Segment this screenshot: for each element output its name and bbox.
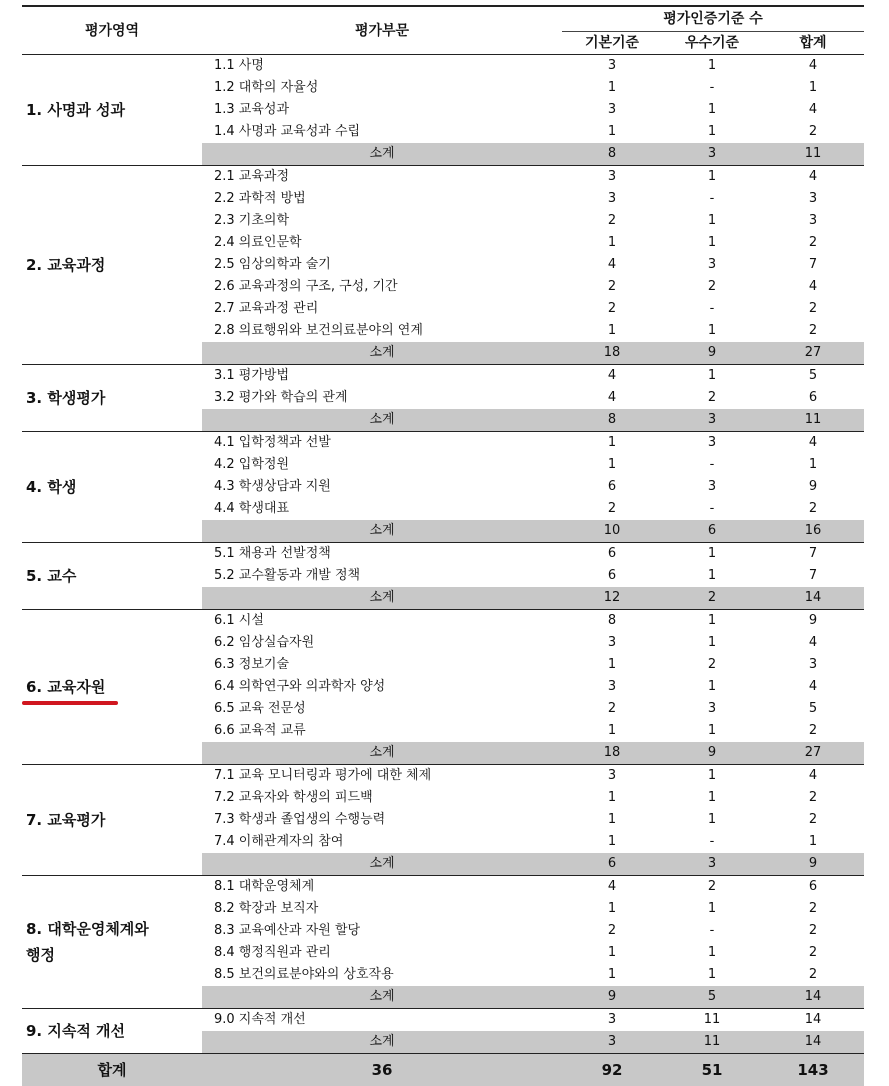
subtotal-basic: 12 <box>562 587 662 610</box>
basic-count: 3 <box>562 1009 662 1032</box>
section-name: 2.6 교육과정의 구조, 구성, 기간 <box>202 276 562 298</box>
basic-count: 1 <box>562 831 662 853</box>
subtotal-total: 11 <box>762 409 864 432</box>
section-name: 2.4 의료인문학 <box>202 232 562 254</box>
basic-count: 1 <box>562 77 662 99</box>
area-name <box>22 543 202 610</box>
section-name: 8.1 대학운영체계 <box>202 876 562 899</box>
excellent-count: 11 <box>662 1009 762 1032</box>
excellent-count: 2 <box>662 387 762 409</box>
section-name: 8.5 보건의료분야와의 상호작용 <box>202 964 562 986</box>
grand-total-row <box>22 1054 864 1086</box>
section-name: 3.1 평가방법 <box>202 365 562 388</box>
excellent-count: - <box>662 77 762 99</box>
section-name: 1.1 사명 <box>202 55 562 78</box>
section-name: 7.1 교육 모니터링과 평가에 대한 체제 <box>202 765 562 788</box>
total-count: 7 <box>762 565 864 587</box>
grand-total-sections: 36 <box>202 1054 562 1086</box>
section-name: 8.2 학장과 보직자 <box>202 898 562 920</box>
total-count: 4 <box>762 432 864 455</box>
subtotal-excellent: 3 <box>662 409 762 432</box>
total-count: 9 <box>762 610 864 633</box>
subtotal-basic: 18 <box>562 742 662 765</box>
total-count: 2 <box>762 720 864 742</box>
subtotal-total: 9 <box>762 853 864 876</box>
basic-count: 1 <box>562 454 662 476</box>
table-row <box>22 55 864 78</box>
section-name: 7.4 이해관계자의 참여 <box>202 831 562 853</box>
subtotal-basic: 8 <box>562 143 662 166</box>
subtotal-basic: 9 <box>562 986 662 1009</box>
excellent-count: 1 <box>662 99 762 121</box>
section-name: 6.1 시설 <box>202 610 562 633</box>
area-name <box>22 55 202 166</box>
excellent-count: 2 <box>662 654 762 676</box>
subtotal-basic: 18 <box>562 342 662 365</box>
basic-count: 3 <box>562 188 662 210</box>
excellent-count: 1 <box>662 720 762 742</box>
table-row <box>22 166 864 189</box>
table-row <box>22 543 864 566</box>
subtotal-basic: 8 <box>562 409 662 432</box>
total-count: 2 <box>762 787 864 809</box>
grand-total-basic: 92 <box>562 1054 662 1086</box>
total-count: 14 <box>762 1009 864 1032</box>
area-name <box>22 166 202 365</box>
subtotal-label: 소계 <box>202 143 562 166</box>
excellent-count: 1 <box>662 676 762 698</box>
total-count: 2 <box>762 121 864 143</box>
basic-count: 2 <box>562 210 662 232</box>
subtotal-excellent: 11 <box>662 1031 762 1054</box>
subtotal-total: 16 <box>762 520 864 543</box>
section-name: 4.4 학생대표 <box>202 498 562 520</box>
area-name <box>22 876 202 1009</box>
excellent-count: 3 <box>662 698 762 720</box>
highlight-underline <box>22 701 118 705</box>
table-row <box>22 432 864 455</box>
excellent-count: 2 <box>662 876 762 899</box>
total-count: 5 <box>762 365 864 388</box>
excellent-count: 1 <box>662 964 762 986</box>
area-name-line: 3. 학생평가 <box>26 385 202 411</box>
subtotal-excellent: 3 <box>662 853 762 876</box>
basic-count: 1 <box>562 942 662 964</box>
header-area: 평가영역 <box>22 6 202 55</box>
section-name: 5.1 채용과 선발정책 <box>202 543 562 566</box>
excellent-count: 1 <box>662 942 762 964</box>
subtotal-excellent: 9 <box>662 342 762 365</box>
subtotal-total: 11 <box>762 143 864 166</box>
total-count: 7 <box>762 543 864 566</box>
area-name-line: 4. 학생 <box>26 474 202 500</box>
excellent-count: - <box>662 188 762 210</box>
section-name: 5.2 교수활동과 개발 정책 <box>202 565 562 587</box>
subtotal-basic: 3 <box>562 1031 662 1054</box>
excellent-count: - <box>662 498 762 520</box>
basic-count: 2 <box>562 498 662 520</box>
basic-count: 4 <box>562 876 662 899</box>
grand-total-label: 합계 <box>22 1054 202 1086</box>
subtotal-excellent: 5 <box>662 986 762 1009</box>
section-name: 8.3 교육예산과 자원 할당 <box>202 920 562 942</box>
section-name: 2.2 과학적 방법 <box>202 188 562 210</box>
area-name <box>22 765 202 876</box>
section-name: 4.3 학생상담과 지원 <box>202 476 562 498</box>
excellent-count: 1 <box>662 210 762 232</box>
basic-count: 1 <box>562 232 662 254</box>
total-count: 5 <box>762 698 864 720</box>
section-name: 1.2 대학의 자율성 <box>202 77 562 99</box>
total-count: 4 <box>762 765 864 788</box>
section-name: 6.6 교육적 교류 <box>202 720 562 742</box>
total-count: 4 <box>762 676 864 698</box>
header-standards-count: 평가인증기준 수 <box>562 6 864 32</box>
section-name: 2.8 의료행위와 보건의료분야의 연계 <box>202 320 562 342</box>
total-count: 1 <box>762 454 864 476</box>
area-name-line: 9. 지속적 개선 <box>26 1018 202 1044</box>
section-name: 1.4 사명과 교육성과 수립 <box>202 121 562 143</box>
basic-count: 1 <box>562 787 662 809</box>
basic-count: 6 <box>562 543 662 566</box>
basic-count: 2 <box>562 276 662 298</box>
excellent-count: 1 <box>662 121 762 143</box>
subtotal-total: 14 <box>762 1031 864 1054</box>
basic-count: 1 <box>562 432 662 455</box>
excellent-count: 2 <box>662 276 762 298</box>
subtotal-excellent: 9 <box>662 742 762 765</box>
table-row <box>22 765 864 788</box>
subtotal-excellent: 3 <box>662 143 762 166</box>
area-name <box>22 610 202 765</box>
total-count: 2 <box>762 920 864 942</box>
subtotal-label: 소계 <box>202 986 562 1009</box>
basic-count: 6 <box>562 565 662 587</box>
basic-count: 1 <box>562 320 662 342</box>
grand-total-excellent: 51 <box>662 1054 762 1086</box>
total-count: 4 <box>762 166 864 189</box>
subtotal-total: 27 <box>762 742 864 765</box>
basic-count: 1 <box>562 898 662 920</box>
basic-count: 2 <box>562 920 662 942</box>
subtotal-label: 소계 <box>202 409 562 432</box>
basic-count: 4 <box>562 387 662 409</box>
section-name: 1.3 교육성과 <box>202 99 562 121</box>
table-row <box>22 876 864 899</box>
subtotal-basic: 6 <box>562 853 662 876</box>
basic-count: 1 <box>562 121 662 143</box>
total-count: 6 <box>762 387 864 409</box>
table-row <box>22 365 864 388</box>
area-name-line: 2. 교육과정 <box>26 252 202 278</box>
total-count: 7 <box>762 254 864 276</box>
basic-count: 2 <box>562 298 662 320</box>
excellent-count: 1 <box>662 543 762 566</box>
subtotal-total: 14 <box>762 986 864 1009</box>
section-name: 2.3 기초의학 <box>202 210 562 232</box>
standards-table <box>22 5 864 1086</box>
subtotal-label: 소계 <box>202 520 562 543</box>
table-row <box>22 610 864 633</box>
area-name-line: 6. 교육자원 <box>26 674 202 700</box>
header-section: 평가부문 <box>202 6 562 55</box>
basic-count: 3 <box>562 676 662 698</box>
subtotal-excellent: 2 <box>662 587 762 610</box>
excellent-count: 1 <box>662 898 762 920</box>
total-count: 1 <box>762 77 864 99</box>
total-count: 3 <box>762 188 864 210</box>
excellent-count: 1 <box>662 232 762 254</box>
total-count: 2 <box>762 298 864 320</box>
excellent-count: 1 <box>662 787 762 809</box>
subtotal-label: 소계 <box>202 742 562 765</box>
basic-count: 8 <box>562 610 662 633</box>
excellent-count: 1 <box>662 632 762 654</box>
subtotal-label: 소계 <box>202 853 562 876</box>
basic-count: 3 <box>562 55 662 78</box>
basic-count: 3 <box>562 765 662 788</box>
table-row <box>22 1009 864 1032</box>
total-count: 2 <box>762 898 864 920</box>
subtotal-excellent: 6 <box>662 520 762 543</box>
basic-count: 6 <box>562 476 662 498</box>
total-count: 3 <box>762 210 864 232</box>
excellent-count: 1 <box>662 166 762 189</box>
total-count: 2 <box>762 942 864 964</box>
total-count: 9 <box>762 476 864 498</box>
excellent-count: 3 <box>662 254 762 276</box>
area-name-line: 8. 대학운영체계와 <box>26 916 202 942</box>
area-name-line: 행정 <box>26 942 202 968</box>
excellent-count: 1 <box>662 809 762 831</box>
section-name: 3.2 평가와 학습의 관계 <box>202 387 562 409</box>
header-excellent: 우수기준 <box>662 32 762 55</box>
subtotal-total: 27 <box>762 342 864 365</box>
excellent-count: 1 <box>662 365 762 388</box>
total-count: 4 <box>762 276 864 298</box>
grand-total-total: 143 <box>762 1054 864 1086</box>
total-count: 2 <box>762 232 864 254</box>
excellent-count: 1 <box>662 55 762 78</box>
excellent-count: - <box>662 298 762 320</box>
basic-count: 1 <box>562 720 662 742</box>
section-name: 6.4 의학연구와 의과학자 양성 <box>202 676 562 698</box>
subtotal-label: 소계 <box>202 342 562 365</box>
excellent-count: - <box>662 831 762 853</box>
section-name: 6.3 정보기술 <box>202 654 562 676</box>
basic-count: 4 <box>562 254 662 276</box>
area-name <box>22 432 202 543</box>
section-name: 6.2 임상실습자원 <box>202 632 562 654</box>
total-count: 3 <box>762 654 864 676</box>
section-name: 2.5 임상의학과 술기 <box>202 254 562 276</box>
header-basic: 기본기준 <box>562 32 662 55</box>
total-count: 4 <box>762 99 864 121</box>
total-count: 2 <box>762 964 864 986</box>
area-name-line: 5. 교수 <box>26 563 202 589</box>
total-count: 4 <box>762 55 864 78</box>
total-count: 1 <box>762 831 864 853</box>
excellent-count: 1 <box>662 565 762 587</box>
section-name: 2.7 교육과정 관리 <box>202 298 562 320</box>
section-name: 8.4 행정직원과 관리 <box>202 942 562 964</box>
area-name-line: 1. 사명과 성과 <box>26 97 202 123</box>
total-count: 6 <box>762 876 864 899</box>
basic-count: 2 <box>562 698 662 720</box>
section-name: 7.3 학생과 졸업생의 수행능력 <box>202 809 562 831</box>
basic-count: 3 <box>562 166 662 189</box>
area-name-line: 7. 교육평가 <box>26 807 202 833</box>
subtotal-label: 소계 <box>202 1031 562 1054</box>
section-name: 9.0 지속적 개선 <box>202 1009 562 1032</box>
excellent-count: 1 <box>662 320 762 342</box>
basic-count: 1 <box>562 809 662 831</box>
section-name: 4.1 입학정책과 선발 <box>202 432 562 455</box>
section-name: 4.2 입학정원 <box>202 454 562 476</box>
excellent-count: 3 <box>662 432 762 455</box>
excellent-count: 3 <box>662 476 762 498</box>
subtotal-total: 14 <box>762 587 864 610</box>
total-count: 2 <box>762 320 864 342</box>
section-name: 7.2 교육자와 학생의 피드백 <box>202 787 562 809</box>
excellent-count: - <box>662 454 762 476</box>
basic-count: 1 <box>562 964 662 986</box>
subtotal-label: 소계 <box>202 587 562 610</box>
total-count: 2 <box>762 498 864 520</box>
excellent-count: 1 <box>662 765 762 788</box>
table-body <box>22 55 864 1086</box>
basic-count: 4 <box>562 365 662 388</box>
section-name: 6.5 교육 전문성 <box>202 698 562 720</box>
area-name <box>22 365 202 432</box>
section-name: 2.1 교육과정 <box>202 166 562 189</box>
header-total: 합계 <box>762 32 864 55</box>
basic-count: 1 <box>562 654 662 676</box>
excellent-count: - <box>662 920 762 942</box>
excellent-count: 1 <box>662 610 762 633</box>
subtotal-basic: 10 <box>562 520 662 543</box>
basic-count: 3 <box>562 632 662 654</box>
basic-count: 3 <box>562 99 662 121</box>
total-count: 2 <box>762 809 864 831</box>
area-name <box>22 1009 202 1054</box>
total-count: 4 <box>762 632 864 654</box>
